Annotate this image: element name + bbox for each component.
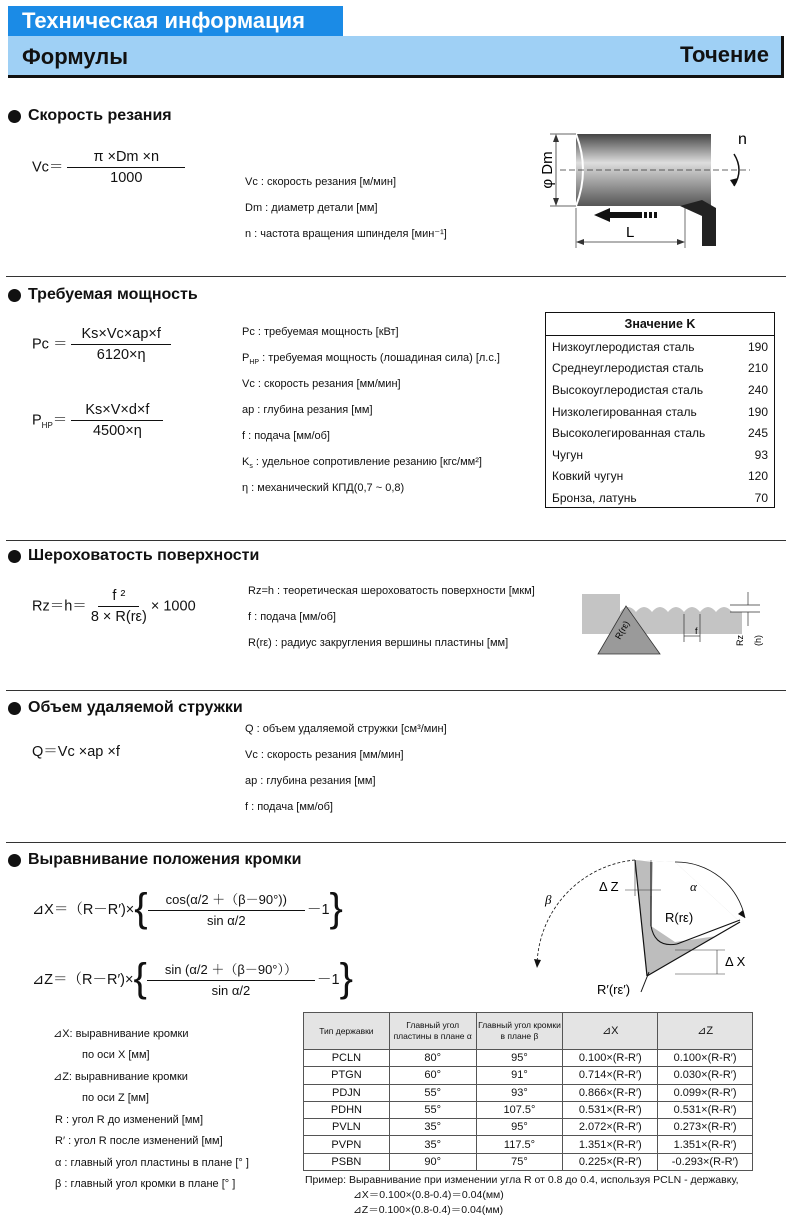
dx-value: 0.866×(R-R′) — [563, 1084, 658, 1101]
holder-type: PVLN — [304, 1119, 390, 1136]
formula-numerator: cos(α/2 ＋（β－90°)) — [148, 889, 305, 911]
formula-lhs: Vc＝ — [32, 159, 64, 176]
var-line: Vc : скорость резания [м/мин] — [245, 176, 397, 188]
k-value-table-box — [545, 312, 775, 508]
legend-line: ⊿X: выравнивание кромки — [53, 1028, 189, 1040]
dx-label: Δ X — [725, 954, 746, 969]
var-line: f : подача [мм/об] — [245, 801, 333, 813]
dx-value: 0.100×(R-R′) — [563, 1050, 658, 1067]
edge-angle: 91° — [476, 1067, 563, 1084]
formula-lhs: ⊿Z＝（R－R′)× — [32, 971, 134, 988]
bullet-icon — [8, 702, 21, 715]
table-row — [546, 358, 774, 380]
dz-value: 0.099×(R-R′) — [658, 1084, 753, 1101]
section-roughness — [8, 547, 259, 565]
insert-angle: 55° — [389, 1101, 476, 1118]
k-value: 93 — [754, 447, 768, 462]
var-line: R(rε) : радиус закругления вершины пластины [мм] — [248, 637, 509, 649]
radius-label: R(rε) — [613, 619, 632, 641]
section-power — [8, 286, 198, 304]
section-chip-volume — [8, 699, 243, 717]
section-heading: Скорость резания — [28, 107, 172, 124]
section-title: Формулы — [22, 44, 129, 69]
formula-lhs: P — [32, 412, 42, 429]
var-text: : удельное сопротивление резанию [кгс/мм²] — [252, 456, 482, 468]
dz-label: Δ Z — [599, 879, 619, 894]
table-row — [546, 336, 774, 358]
divider — [6, 690, 786, 691]
var-symbol: P — [242, 352, 250, 364]
bullet-icon — [8, 550, 21, 563]
section-heading: Объем удаляемой стружки — [28, 699, 243, 716]
legend-line: по оси X [мм] — [82, 1049, 150, 1061]
insert-angle: 80° — [389, 1050, 476, 1067]
dx-formula — [32, 888, 343, 928]
section-bar — [8, 36, 784, 78]
edge-angle: 117.5° — [476, 1136, 563, 1153]
h-label: (h) — [753, 635, 763, 646]
holder-type: PDJN — [304, 1084, 390, 1101]
formula-lhs: ⊿X＝（R－R′)× — [32, 901, 135, 918]
length-label: L — [626, 224, 635, 241]
var-line: f : подача [мм/об] — [242, 430, 330, 442]
var-line: ap : глубина резания [мм] — [242, 404, 373, 416]
section-heading: Выравнивание положения кромки — [28, 851, 302, 868]
legend-line: R′ : угол R после изменений [мм] — [55, 1135, 223, 1147]
formula-numerator: π ×Dm ×n — [67, 149, 185, 168]
formula-denominator: 8 × R(rε) — [90, 609, 147, 625]
insert-angle: 35° — [389, 1136, 476, 1153]
section-edge-alignment — [8, 851, 301, 869]
material-name: Ковкий чугун — [552, 469, 624, 484]
dz-value: -0.293×(R-R′) — [658, 1153, 753, 1170]
var-line: Pc : требуемая мощность [кВт] — [242, 326, 399, 338]
var-line: Vc : скорость резания [мм/мин] — [242, 378, 401, 390]
formula-lhs: Pc ＝ — [32, 336, 68, 353]
material-name: Низколегированная сталь — [552, 404, 697, 419]
formula-numerator: f ² — [98, 588, 139, 607]
holder-type: PDHN — [304, 1101, 390, 1118]
edge-angle: 75° — [476, 1153, 563, 1170]
subsection-title: Точение — [680, 42, 769, 67]
bullet-icon — [8, 854, 21, 867]
divider — [6, 540, 786, 541]
beta-label: β — [545, 892, 552, 907]
example-line: ⊿Z＝0.100×(0.8-0.4)＝0.04(мм) — [353, 1204, 504, 1216]
var-symbol-sub: HP — [249, 359, 260, 367]
holder-type: PSBN — [304, 1153, 390, 1170]
table-row — [304, 1119, 753, 1136]
brace-close: } — [329, 886, 343, 930]
table-header-row — [304, 1013, 753, 1050]
divider — [6, 276, 786, 277]
formula-denominator: 1000 — [110, 170, 143, 186]
table-row — [546, 422, 774, 444]
var-line: Vc : скорость резания [мм/мин] — [245, 749, 404, 761]
rpm-label: n — [738, 131, 747, 148]
bullet-icon — [8, 110, 21, 123]
holder-type: PCLN — [304, 1050, 390, 1067]
holder-type: PTGN — [304, 1067, 390, 1084]
chip-volume-formula: Q＝Vc ×ap ×f — [32, 744, 120, 760]
edge-alignment-diagram — [525, 856, 783, 1006]
formula-minus-one: －1 — [317, 971, 340, 988]
holder-table — [303, 1012, 753, 1171]
var-line — [242, 456, 482, 473]
formula-numerator: sin (α/2 ＋（β－90°）） — [147, 959, 315, 981]
col-header: Тип державки — [304, 1013, 390, 1050]
var-line: f : подача [мм/об] — [248, 611, 336, 623]
k-value-table — [546, 313, 774, 509]
feed-label: f — [695, 626, 698, 636]
table-row — [546, 444, 774, 466]
legend-line: α : главный угол пластины в плане [° ] — [55, 1157, 249, 1169]
divider — [6, 842, 786, 843]
section-cutting-speed — [8, 107, 172, 125]
var-symbol-sub: s — [249, 463, 253, 471]
formula-tail: × 1000 — [150, 598, 196, 615]
formula-denominator: 4500×η — [92, 423, 142, 439]
formula-eq: ＝ — [52, 412, 68, 429]
brace-open: { — [133, 956, 147, 1000]
section-heading: Шероховатость поверхности — [28, 547, 260, 564]
dz-value: 1.351×(R-R′) — [658, 1136, 753, 1153]
k-value: 70 — [754, 490, 768, 505]
var-line — [242, 352, 500, 369]
formula-fraction — [91, 588, 147, 625]
insert-angle: 55° — [389, 1084, 476, 1101]
holder-type: PVPN — [304, 1136, 390, 1153]
var-line: Rz=h : теоретическая шероховатость поверхности [мкм] — [248, 585, 535, 597]
formula-lhs-sub: HP — [41, 421, 53, 431]
formula-denominator: sin α/2 — [207, 912, 246, 928]
formula-numerator: Ks×Vc×ap×f — [71, 326, 170, 345]
insert-angle: 60° — [389, 1067, 476, 1084]
formula-fraction — [148, 889, 305, 928]
table-row — [304, 1050, 753, 1067]
material-name: Низкоуглеродистая сталь — [552, 339, 695, 354]
formula-minus-one: －1 — [306, 901, 330, 918]
roughness-formula — [32, 588, 196, 625]
var-line: ap : глубина резания [мм] — [245, 775, 376, 787]
r-prime-label: R′(rε′) — [597, 982, 631, 997]
k-value: 120 — [747, 469, 768, 484]
dz-value: 0.531×(R-R′) — [658, 1101, 753, 1118]
dx-value: 2.072×(R-R′) — [563, 1119, 658, 1136]
cutting-tool — [680, 200, 716, 246]
edge-angle: 95° — [476, 1050, 563, 1067]
k-value: 245 — [747, 426, 768, 441]
formula-denominator: sin α/2 — [211, 982, 251, 998]
var-line: n : частота вращения шпинделя [мин⁻¹] — [245, 228, 447, 240]
table-row — [546, 379, 774, 401]
legend-line: R : угол R до изменений [мм] — [55, 1114, 204, 1126]
formula-lhs: Rz＝h＝ — [32, 598, 87, 615]
formula-fraction — [71, 402, 163, 439]
dz-value: 0.273×(R-R′) — [658, 1119, 753, 1136]
table-row — [304, 1067, 753, 1084]
rz-label: Rz — [735, 635, 745, 646]
power-formula-kw — [32, 326, 171, 363]
table-row — [304, 1153, 753, 1170]
col-header: Главный угол кромки в плане β — [476, 1013, 563, 1050]
var-text: : требуемая мощность (лошадиная сила) [л.с.] — [259, 352, 500, 364]
material-name: Бронза, латунь — [552, 490, 637, 505]
k-value: 240 — [747, 382, 768, 397]
feed-arrow-icon — [594, 208, 642, 222]
col-header: ⊿X — [563, 1013, 658, 1050]
diameter-label: φ Dm — [539, 151, 556, 189]
formula-denominator: 6120×η — [96, 347, 146, 363]
page-title: Техническая информация — [8, 6, 343, 36]
alpha-label: α — [690, 879, 697, 894]
col-header: ⊿Z — [658, 1013, 753, 1050]
table-row — [304, 1136, 753, 1153]
edge-angle: 93° — [476, 1084, 563, 1101]
cutting-speed-formula — [32, 149, 185, 186]
formula-fraction — [67, 149, 185, 186]
section-heading: Требуемая мощность — [28, 286, 198, 303]
insert-angle: 90° — [389, 1153, 476, 1170]
brace-close: } — [339, 956, 353, 1000]
bullet-icon — [8, 289, 21, 302]
brace-open: { — [134, 886, 148, 930]
table-row — [546, 487, 774, 509]
formula-numerator: Ks×V×d×f — [71, 402, 163, 421]
legend-line: β : главный угол кромки в плане [° ] — [55, 1178, 236, 1190]
k-value: 190 — [747, 339, 768, 354]
power-formula-hp — [32, 402, 163, 439]
radius-label: R(rε) — [665, 910, 694, 925]
dx-value: 1.351×(R-R′) — [563, 1136, 658, 1153]
k-table-title: Значение K — [546, 313, 774, 336]
var-line: η : механический КПД(0,7 ~ 0,8) — [242, 482, 405, 494]
material-name: Высоколегированная сталь — [552, 426, 706, 441]
col-header: Главный угол пластины в плане α — [389, 1013, 476, 1050]
material-name: Среднеуглеродистая сталь — [552, 361, 704, 376]
dz-formula — [32, 958, 353, 998]
turning-diagram — [530, 124, 780, 254]
table-row — [304, 1084, 753, 1101]
table-row — [546, 401, 774, 423]
insert-angle: 35° — [389, 1119, 476, 1136]
dx-value: 0.531×(R-R′) — [563, 1101, 658, 1118]
k-value: 190 — [747, 404, 768, 419]
dz-value: 0.030×(R-R′) — [658, 1067, 753, 1084]
example-line: Пример: Выравнивание при изменении угла R от 0.8 до 0.4, используя PCLN - державку, — [305, 1174, 739, 1186]
var-symbol: K — [242, 456, 250, 468]
edge-angle: 107.5° — [476, 1101, 563, 1118]
formula-fraction — [71, 326, 170, 363]
var-line: Q : объем удаляемой стружки [см³/мин] — [245, 723, 447, 735]
formula-fraction — [147, 959, 315, 998]
legend-line: ⊿Z: выравнивание кромки — [53, 1071, 188, 1083]
example-line: ⊿X＝0.100×(0.8-0.4)＝0.04(мм) — [353, 1189, 504, 1201]
k-value: 210 — [747, 361, 768, 376]
roughness-diagram — [580, 584, 775, 656]
legend-line: по оси Z [мм] — [82, 1092, 149, 1104]
edge-angle: 95° — [476, 1119, 563, 1136]
dx-value: 0.225×(R-R′) — [563, 1153, 658, 1170]
dz-value: 0.100×(R-R′) — [658, 1050, 753, 1067]
material-name: Чугун — [552, 447, 584, 462]
dx-value: 0.714×(R-R′) — [563, 1067, 658, 1084]
table-row — [546, 466, 774, 488]
table-row — [304, 1101, 753, 1118]
var-line: Dm : диаметр детали [мм] — [245, 202, 378, 214]
material-name: Высокоуглеродистая сталь — [552, 382, 704, 397]
